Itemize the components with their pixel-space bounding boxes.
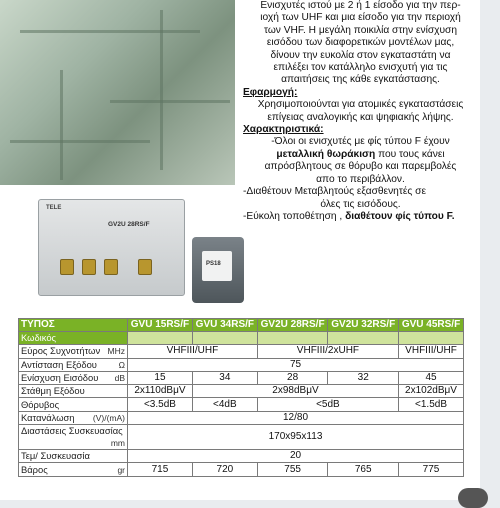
feature-1: -Όλοι οι ενισχυτές με φίς τύπου F έχουν xyxy=(271,136,450,148)
table-cell: 170x95x113 xyxy=(128,425,464,450)
table-cell: 45 xyxy=(399,371,464,384)
table-cell: VHFIII/UHF xyxy=(128,345,258,358)
table-row xyxy=(19,358,464,371)
row-label xyxy=(19,345,128,358)
table-row xyxy=(19,332,464,345)
table-cell: 28 xyxy=(257,371,328,384)
table-row xyxy=(19,463,464,476)
table-cell: 75 xyxy=(128,358,464,371)
application-heading: Εφαρμογή: xyxy=(243,86,298,98)
table-row xyxy=(19,345,464,358)
background-photo xyxy=(0,0,235,185)
f-connector-icon xyxy=(104,259,118,275)
description-column xyxy=(243,0,478,223)
row-label: Τεμ/ Συσκευασία xyxy=(19,450,128,463)
feature-1-line3: απρόσβλητους σε θόρυβο και παρεμβολές xyxy=(264,161,457,173)
row-label-text: Εύρος Συχνοτήτων xyxy=(21,345,101,357)
model-header: GVU 34RS/F xyxy=(192,319,257,332)
codes-label: Κωδικός xyxy=(19,332,128,345)
table-cell: 775 xyxy=(399,463,464,476)
intro-line: επιλέξει τον κατάλληλο ενισχυτή για τις xyxy=(273,62,448,74)
table-cell: <3.5dB xyxy=(128,398,193,411)
row-label-text: Κατανάλωση xyxy=(21,411,75,423)
feature-1-bold: μεταλλική θωράκιση xyxy=(276,148,376,160)
table-cell xyxy=(257,332,328,345)
f-connector-icon xyxy=(60,259,74,275)
table-cell xyxy=(128,332,193,345)
table-cell: 2x102dBμV xyxy=(399,385,464,398)
row-unit: Ω xyxy=(118,359,125,370)
table-cell: 20 xyxy=(128,450,464,463)
table-cell: 32 xyxy=(328,371,399,384)
table-cell: VHFIII/2xUHF xyxy=(257,345,398,358)
row-label-text: Ενίσχυση Εισόδου xyxy=(21,372,99,384)
intro-line: των VHF. Η μεγάλη ποικιλία στην ενίσχυση xyxy=(263,24,458,36)
feature-2: -Διαθέτουν Μεταβλητούς εξασθενητές σε xyxy=(243,186,426,198)
row-label xyxy=(19,371,128,384)
table-cell: VHFIII/UHF xyxy=(399,345,464,358)
table-cell xyxy=(399,332,464,345)
row-unit: gr xyxy=(117,464,125,475)
row-label-text: Βάρος xyxy=(21,463,48,475)
table-cell: 34 xyxy=(192,371,257,384)
row-label: Θόρυβος xyxy=(19,398,128,411)
brand-logo: TELE xyxy=(46,205,62,211)
spec-table xyxy=(18,318,464,477)
row-label xyxy=(19,463,128,476)
psu-label: PS18 xyxy=(206,261,221,267)
intro-line: ιοχή των UHF και μια είσοδο για την περιοχή xyxy=(260,12,461,24)
table-cell: 720 xyxy=(192,463,257,476)
row-unit: dB xyxy=(114,373,125,384)
table-cell xyxy=(192,332,257,345)
feature-1-cont xyxy=(243,149,478,161)
table-row xyxy=(19,425,464,450)
feature-3 xyxy=(243,211,478,223)
table-cell: 15 xyxy=(128,371,193,384)
model-header: GV2U 28RS/F xyxy=(257,319,328,332)
feature-1-post: που τους κάνει xyxy=(375,148,445,160)
row-label: Στάθμη Εξόδου xyxy=(19,385,128,398)
feature-3-bold: διαθέτουν φίς τύπου F. xyxy=(345,210,455,222)
row-label-text: Διαστάσεις Συσκευασίας xyxy=(21,425,123,437)
table-row xyxy=(19,385,464,398)
model-header: GVU 15RS/F xyxy=(128,319,193,332)
row-unit: mm xyxy=(110,438,125,449)
table-cell: 755 xyxy=(257,463,328,476)
table-header-row xyxy=(19,319,464,332)
row-label xyxy=(19,411,128,424)
table-row xyxy=(19,450,464,463)
intro-line: δίνουν την ευκολία στον εγκαταστάτη να xyxy=(270,49,451,61)
feature-2-line2: όλες τις εισόδους. xyxy=(320,198,401,210)
intro-line: Ενισχυτές ιστού με 2 ή 1 είσοδο για την περ- xyxy=(260,0,461,11)
table-cell: 2x110dBμV xyxy=(128,385,193,398)
table-row xyxy=(19,371,464,384)
amplifier-housing xyxy=(38,199,185,296)
table-cell: 765 xyxy=(328,463,399,476)
row-label xyxy=(19,358,128,371)
type-header: ΤΥΠΟΣ xyxy=(19,319,128,332)
model-header: GVU 45RS/F xyxy=(399,319,464,332)
features-heading: Χαρακτηριστικά: xyxy=(243,124,324,136)
application-text: Χρησιμοποιούνται για ατομικές εγκαταστάσεις επίγειας αναλογικής και ψηφιακής λήψης. xyxy=(257,99,464,123)
intro-line: απαιτήσεις της κάθε εγκατάστασης. xyxy=(281,74,440,86)
table-cell: 12/80 xyxy=(128,411,464,424)
model-header: GV2U 32RS/F xyxy=(328,319,399,332)
table-cell: 2x98dBμV xyxy=(192,385,398,398)
amplifier-model-label: GV2U 28RS/F xyxy=(108,221,150,228)
table-cell: <1.5dB xyxy=(399,398,464,411)
table-cell: <4dB xyxy=(192,398,257,411)
power-supply-photo xyxy=(192,237,244,303)
f-connector-icon xyxy=(138,259,152,275)
page-corner-shape xyxy=(458,488,488,508)
feature-1-line4: απο το περιβάλλον. xyxy=(316,173,405,185)
table-row xyxy=(19,411,464,424)
row-label xyxy=(19,425,128,450)
table-row xyxy=(19,398,464,411)
feature-3-pre: -Εύκολη τοποθέτηση , xyxy=(243,210,346,222)
intro-line: εισόδου των διαφορετικών μοντέλων μας, xyxy=(266,37,455,49)
table-cell xyxy=(328,332,399,345)
row-unit: (V)/(mA) xyxy=(92,412,125,423)
table-cell: 715 xyxy=(128,463,193,476)
amplifier-photo xyxy=(38,199,183,304)
row-label-text: Αντίσταση Εξόδου xyxy=(21,358,97,370)
f-connector-icon xyxy=(82,259,96,275)
row-unit: MHz xyxy=(107,346,125,357)
table-cell: <5dB xyxy=(257,398,398,411)
